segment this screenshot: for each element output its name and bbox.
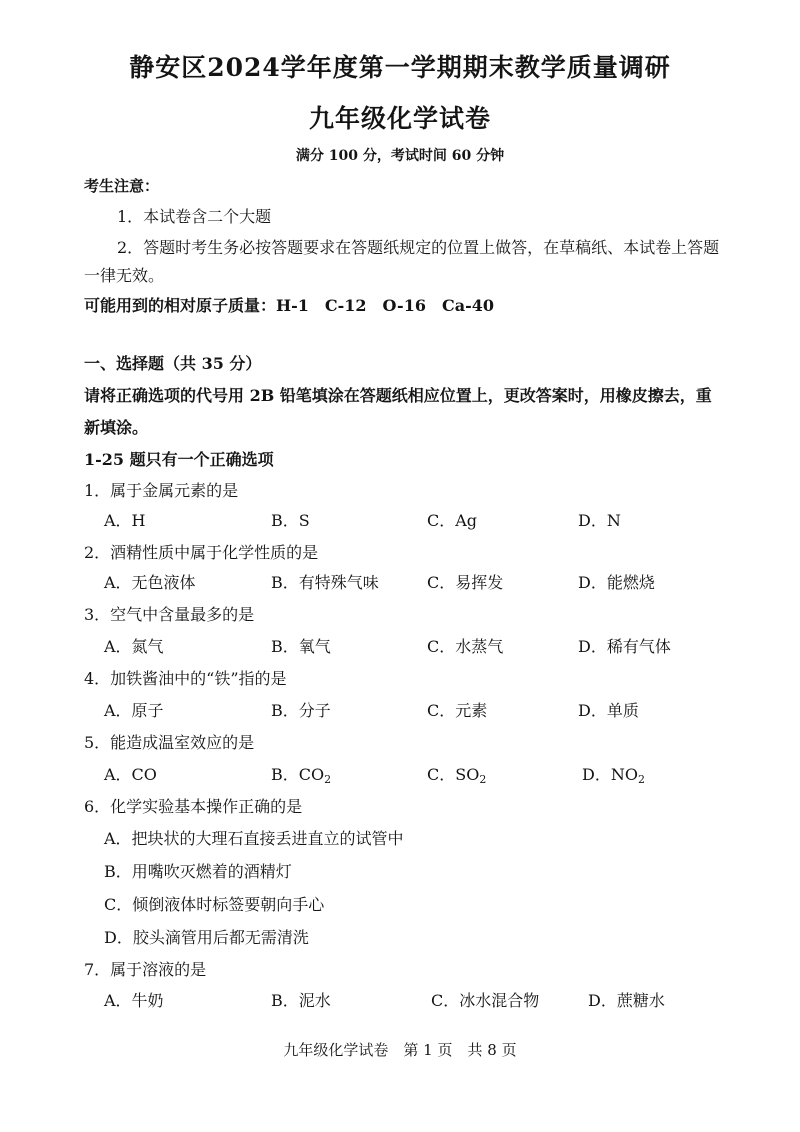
question-6-option-c: C．倾倒液体时标签要朝向手心 <box>104 895 325 914</box>
question-3-option-d: D．稀有气体 <box>578 637 671 656</box>
question-4-option-c: C．元素 <box>427 701 488 720</box>
question-2-option-d: D．能燃烧 <box>578 573 655 592</box>
exam-subtitle: 九年级化学试卷 <box>308 104 491 133</box>
question-1-stem: 1．属于金属元素的是 <box>84 481 239 500</box>
question-2-option-b: B．有特殊气味 <box>271 573 379 592</box>
note-item-2-line-2: 一律无效。 <box>84 266 165 285</box>
question-6-option-d: D．胶头滴管用后都无需清洗 <box>104 928 309 947</box>
notes-heading: 考生注意： <box>84 177 160 195</box>
question-3-option-a: A．氮气 <box>104 637 164 656</box>
question-5-option-c: C．$SO_2$ <box>427 765 487 786</box>
question-5-option-b: B．$CO_2$ <box>271 765 332 786</box>
question-7-stem: 7．属于溶液的是 <box>84 960 207 979</box>
question-3-stem: 3．空气中含量最多的是 <box>84 605 255 624</box>
question-2-option-c: C．易挥发 <box>427 573 504 592</box>
question-2-stem: 2．酒精性质中属于化学性质的是 <box>84 543 319 562</box>
question-6-option-a: A．把块状的大理石直接丢进直立的试管中 <box>104 829 404 848</box>
section-1-subheading: 1-25 题只有一个正确选项 <box>84 450 274 469</box>
note-item-2-line-1: 2．答题时考生务必按答题要求在答题纸规定的位置上做答，在草稿纸、本试卷上答题 <box>117 238 720 257</box>
question-3-option-b: B．氧气 <box>271 637 331 656</box>
score-time-line: 满分 100 分，考试时间 60 分钟 <box>295 148 505 164</box>
section-1-instruction-line-2: 新填涂。 <box>84 418 149 437</box>
exam-title: 静安区2024学年度第一学期期末教学质量调研 <box>129 53 671 82</box>
question-6-stem: 6．化学实验基本操作正确的是 <box>84 797 303 816</box>
section-1-heading: 一、选择题（共 35 分） <box>84 354 262 373</box>
page-footer: 九年级化学试卷 第 1 页 共 8 页 <box>283 1041 517 1059</box>
question-7-option-b: B．泥水 <box>271 991 331 1010</box>
question-4-option-d: D．单质 <box>578 701 639 720</box>
question-6-option-b: B．用嘴吹灭燃着的酒精灯 <box>104 862 292 881</box>
note-item-1: 1．本试卷含二个大题 <box>117 207 272 226</box>
question-5-stem: 5．能造成温室效应的是 <box>84 733 255 752</box>
question-4-option-a: A．原子 <box>104 701 164 720</box>
question-7-option-d: D．蔗糖水 <box>588 991 665 1010</box>
question-3-option-c: C．水蒸气 <box>427 637 504 656</box>
atomic-mass-line: 可能用到的相对原子质量：H-1 C-12 O-16 Ca-40 <box>84 296 494 315</box>
question-2-option-a: A．无色液体 <box>104 573 196 592</box>
question-5-option-a: A．CO <box>104 765 157 784</box>
question-7-option-c: C．冰水混合物 <box>431 991 540 1010</box>
question-7-option-a: A．牛奶 <box>104 991 164 1010</box>
question-1-option-b: B．S <box>271 511 310 530</box>
section-1-instruction-line-1: 请将正确选项的代号用 2B 铅笔填涂在答题纸相应位置上，更改答案时，用橡皮擦去，重 <box>84 386 712 405</box>
question-1-option-c: C．Ag <box>427 511 478 530</box>
question-5-option-d: D．$NO_2$ <box>582 765 645 786</box>
question-4-stem: 4．加铁酱油中的“铁”指的是 <box>84 669 287 688</box>
question-1-option-a: A．H <box>104 511 146 530</box>
question-4-option-b: B．分子 <box>271 701 331 720</box>
question-1-option-d: D．N <box>578 511 621 530</box>
